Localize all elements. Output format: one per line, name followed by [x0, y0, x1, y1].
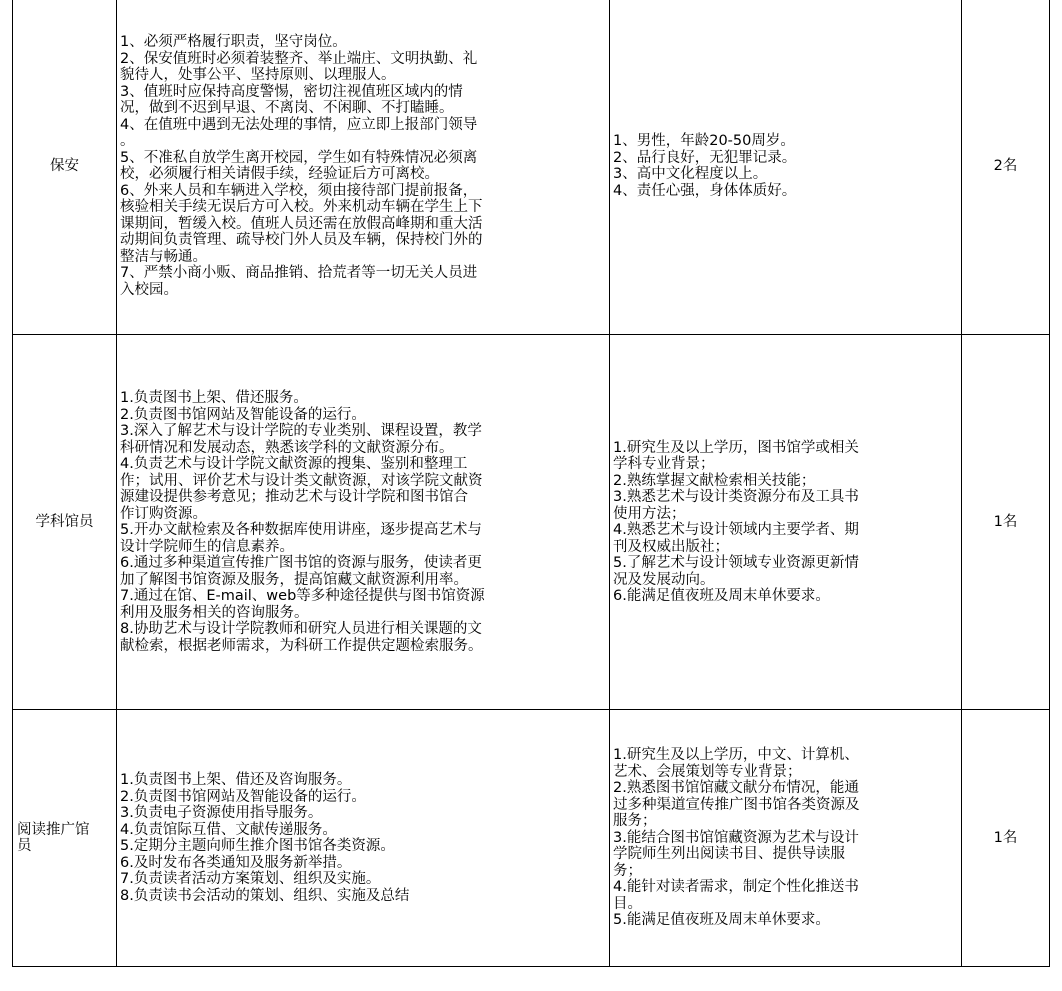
- cell-line: 员: [17, 838, 32, 854]
- cell-line: 2.负责图书馆网站及智能设备的运行。: [120, 406, 366, 423]
- cell-line: 动期间负责管理、疏导校门外人员及车辆，保持校门外的: [120, 232, 483, 248]
- cell-line: 3.负责电子资源使用指导服务。: [120, 805, 323, 821]
- cell-line: 校，必须履行相关请假手续，经验证后方可离校。: [120, 166, 439, 182]
- duties-cell: [117, 710, 610, 967]
- cell-line: 2.熟练掌握文献检索相关技能；: [613, 472, 816, 489]
- cell-line: 7.通过在馆、E-mail、web等多种途径提供与图书馆资源: [120, 588, 485, 604]
- cell-line: 5.了解艺术与设计领域专业资源更新情: [613, 555, 859, 571]
- table-row: [13, 0, 1050, 335]
- cell-line: 4、在值班中遇到无法处理的事情，应立即上报部门领导: [120, 116, 478, 133]
- cell-line: 1、男性，年龄20-50周岁。: [613, 133, 795, 149]
- cell-line: 7.负责读者活动方案策划、组织及实施。: [120, 871, 381, 887]
- cell-line: 3、值班时应保持高度警惕，密切注视值班区域内的情: [120, 83, 463, 100]
- cell-line: 3.能结合图书馆馆藏资源为艺术与设计: [613, 829, 859, 846]
- requirements-cell: [610, 335, 962, 710]
- cell-line: 源建设提供参考意见；推动艺术与设计学院和图书馆合: [120, 489, 468, 505]
- cell-line: 况及发展动向。: [613, 571, 715, 588]
- cell-line: 2、品行良好，无犯罪记录。: [613, 149, 797, 166]
- cell-line: 学院师生列出阅读书目、提供导读服: [613, 846, 845, 863]
- cell-line: 利用及服务相关的咨询服务。: [120, 604, 309, 621]
- cell-line: 4、责任心强，身体体质好。: [613, 182, 797, 199]
- headcount-cell: 2名: [962, 0, 1050, 335]
- cell-line: 务；: [613, 862, 642, 879]
- cell-line: 核验相关手续无误后方可入校。外来机动车辆在学生上下: [120, 199, 483, 215]
- duties-cell: [117, 335, 610, 710]
- cell-line: 3.熟悉艺术与设计类资源分布及工具书: [613, 489, 859, 505]
- cell-line: 5、不准私自放学生离开校园，学生如有特殊情况必须离: [120, 149, 478, 166]
- cell-line: 貌待人，处事公平、坚持原则、以理服人。: [120, 67, 396, 83]
- cell-line: 1.研究生及以上学历，图书馆学或相关: [613, 439, 859, 456]
- cell-line: 6.通过多种渠道宣传推广图书馆的资源与服务，使读者更: [120, 555, 482, 571]
- cell-line: 4.能针对读者需求，制定个性化推送书: [613, 879, 859, 896]
- cell-line: 。: [120, 133, 135, 149]
- cell-line: 4.熟悉艺术与设计领域内主要学者、期: [613, 522, 859, 538]
- cell-line: 4.负责馆际互借、文献传递服务。: [120, 821, 337, 838]
- headcount-cell: 1名: [962, 710, 1050, 967]
- cell-line: 3.深入了解艺术与设计学院的专业类别、课程设置，教学: [120, 423, 482, 439]
- cell-line: 1、必须严格履行职责，坚守岗位。: [120, 34, 347, 50]
- cell-line: 2、保安值班时必须着装整齐、举止端庄、文明执勤、礼: [120, 50, 478, 67]
- cell-line: 过多种渠道宣传推广图书馆各类资源及: [613, 796, 860, 813]
- cell-line: 作；试用、评价艺术与设计类文献资源，对该学院文献资: [120, 472, 483, 489]
- cell-line: 目。: [613, 895, 642, 912]
- cell-line: 8.协助艺术与设计学院教师和研究人员进行相关课题的文: [120, 621, 482, 637]
- cell-line: 3、高中文化程度以上。: [613, 166, 768, 182]
- cell-line: 1.负责图书上架、借还服务。: [120, 390, 308, 406]
- cell-line: 整洁与畅通。: [120, 248, 207, 265]
- cell-line: 献检索，根据老师需求，为科研工作提供定题检索服务。: [120, 637, 483, 654]
- cell-line: 况，做到不迟到早退、不离岗、不闲聊、不打瞌睡。: [120, 100, 454, 116]
- cell-line: 作订购资源。: [120, 505, 207, 522]
- cell-line: 加了解图书馆资源及服务，提高馆藏文献资源利用率。: [120, 571, 468, 588]
- cell-line: 服务；: [613, 813, 657, 830]
- cell-line: 入校园。: [120, 281, 178, 298]
- requirements-cell: [610, 710, 962, 967]
- cell-line: 6.能满足值夜班及周末单休要求。: [613, 588, 830, 604]
- headcount-cell: 1名: [962, 335, 1050, 710]
- cell-line: 刊及权威出版社；: [613, 538, 729, 555]
- cell-line: 4.负责艺术与设计学院文献资源的搜集、鉴别和整理工: [120, 456, 468, 472]
- table-row: [13, 335, 1050, 710]
- cell-line: 8.负责读书会活动的策划、组织、实施及总结: [120, 887, 410, 904]
- cell-line: 使用方法；: [613, 505, 686, 522]
- cell-line: 6、外来人员和车辆进入学校，须由接待部门提前报备，: [120, 182, 478, 199]
- cell-line: 5.能满足值夜班及周末单休要求。: [613, 912, 830, 929]
- table-row: [13, 710, 1050, 967]
- position-cell: 学科馆员: [13, 335, 117, 710]
- cell-line: 1.研究生及以上学历，中文、计算机、: [613, 747, 859, 764]
- requirements-cell: [610, 0, 962, 335]
- cell-line: 5.定期分主题向师生推介图书馆各类资源。: [120, 838, 395, 854]
- cell-line: 5.开办文献检索及各种数据库使用讲座，逐步提高艺术与: [120, 522, 482, 538]
- cell-line: 7、严禁小商小贩、商品推销、拾荒者等一切无关人员进: [120, 265, 478, 281]
- cell-line: 2.负责图书馆网站及智能设备的运行。: [120, 788, 366, 805]
- job-table: [12, 0, 1050, 967]
- cell-line: 阅读推广馆: [17, 821, 90, 838]
- position-cell: [13, 710, 117, 967]
- cell-line: 课期间，暂缓入校。值班人员还需在放假高峰期和重大活: [120, 215, 483, 232]
- cell-line: 1.负责图书上架、借还及咨询服务。: [120, 772, 352, 788]
- position-cell: 保安: [13, 0, 117, 335]
- cell-line: 科研情况和发展动态，熟悉该学科的文献资源分布。: [120, 439, 454, 456]
- cell-line: 学科专业背景；: [613, 456, 715, 472]
- cell-line: 2.熟悉图书馆馆藏文献分布情况，能通: [613, 780, 859, 797]
- duties-cell: [117, 0, 610, 335]
- cell-line: 设计学院师生的信息素养。: [120, 538, 294, 555]
- cell-line: 6.及时发布各类通知及服务新举措。: [120, 854, 352, 871]
- cell-line: 艺术、会展策划等专业背景；: [613, 763, 802, 780]
